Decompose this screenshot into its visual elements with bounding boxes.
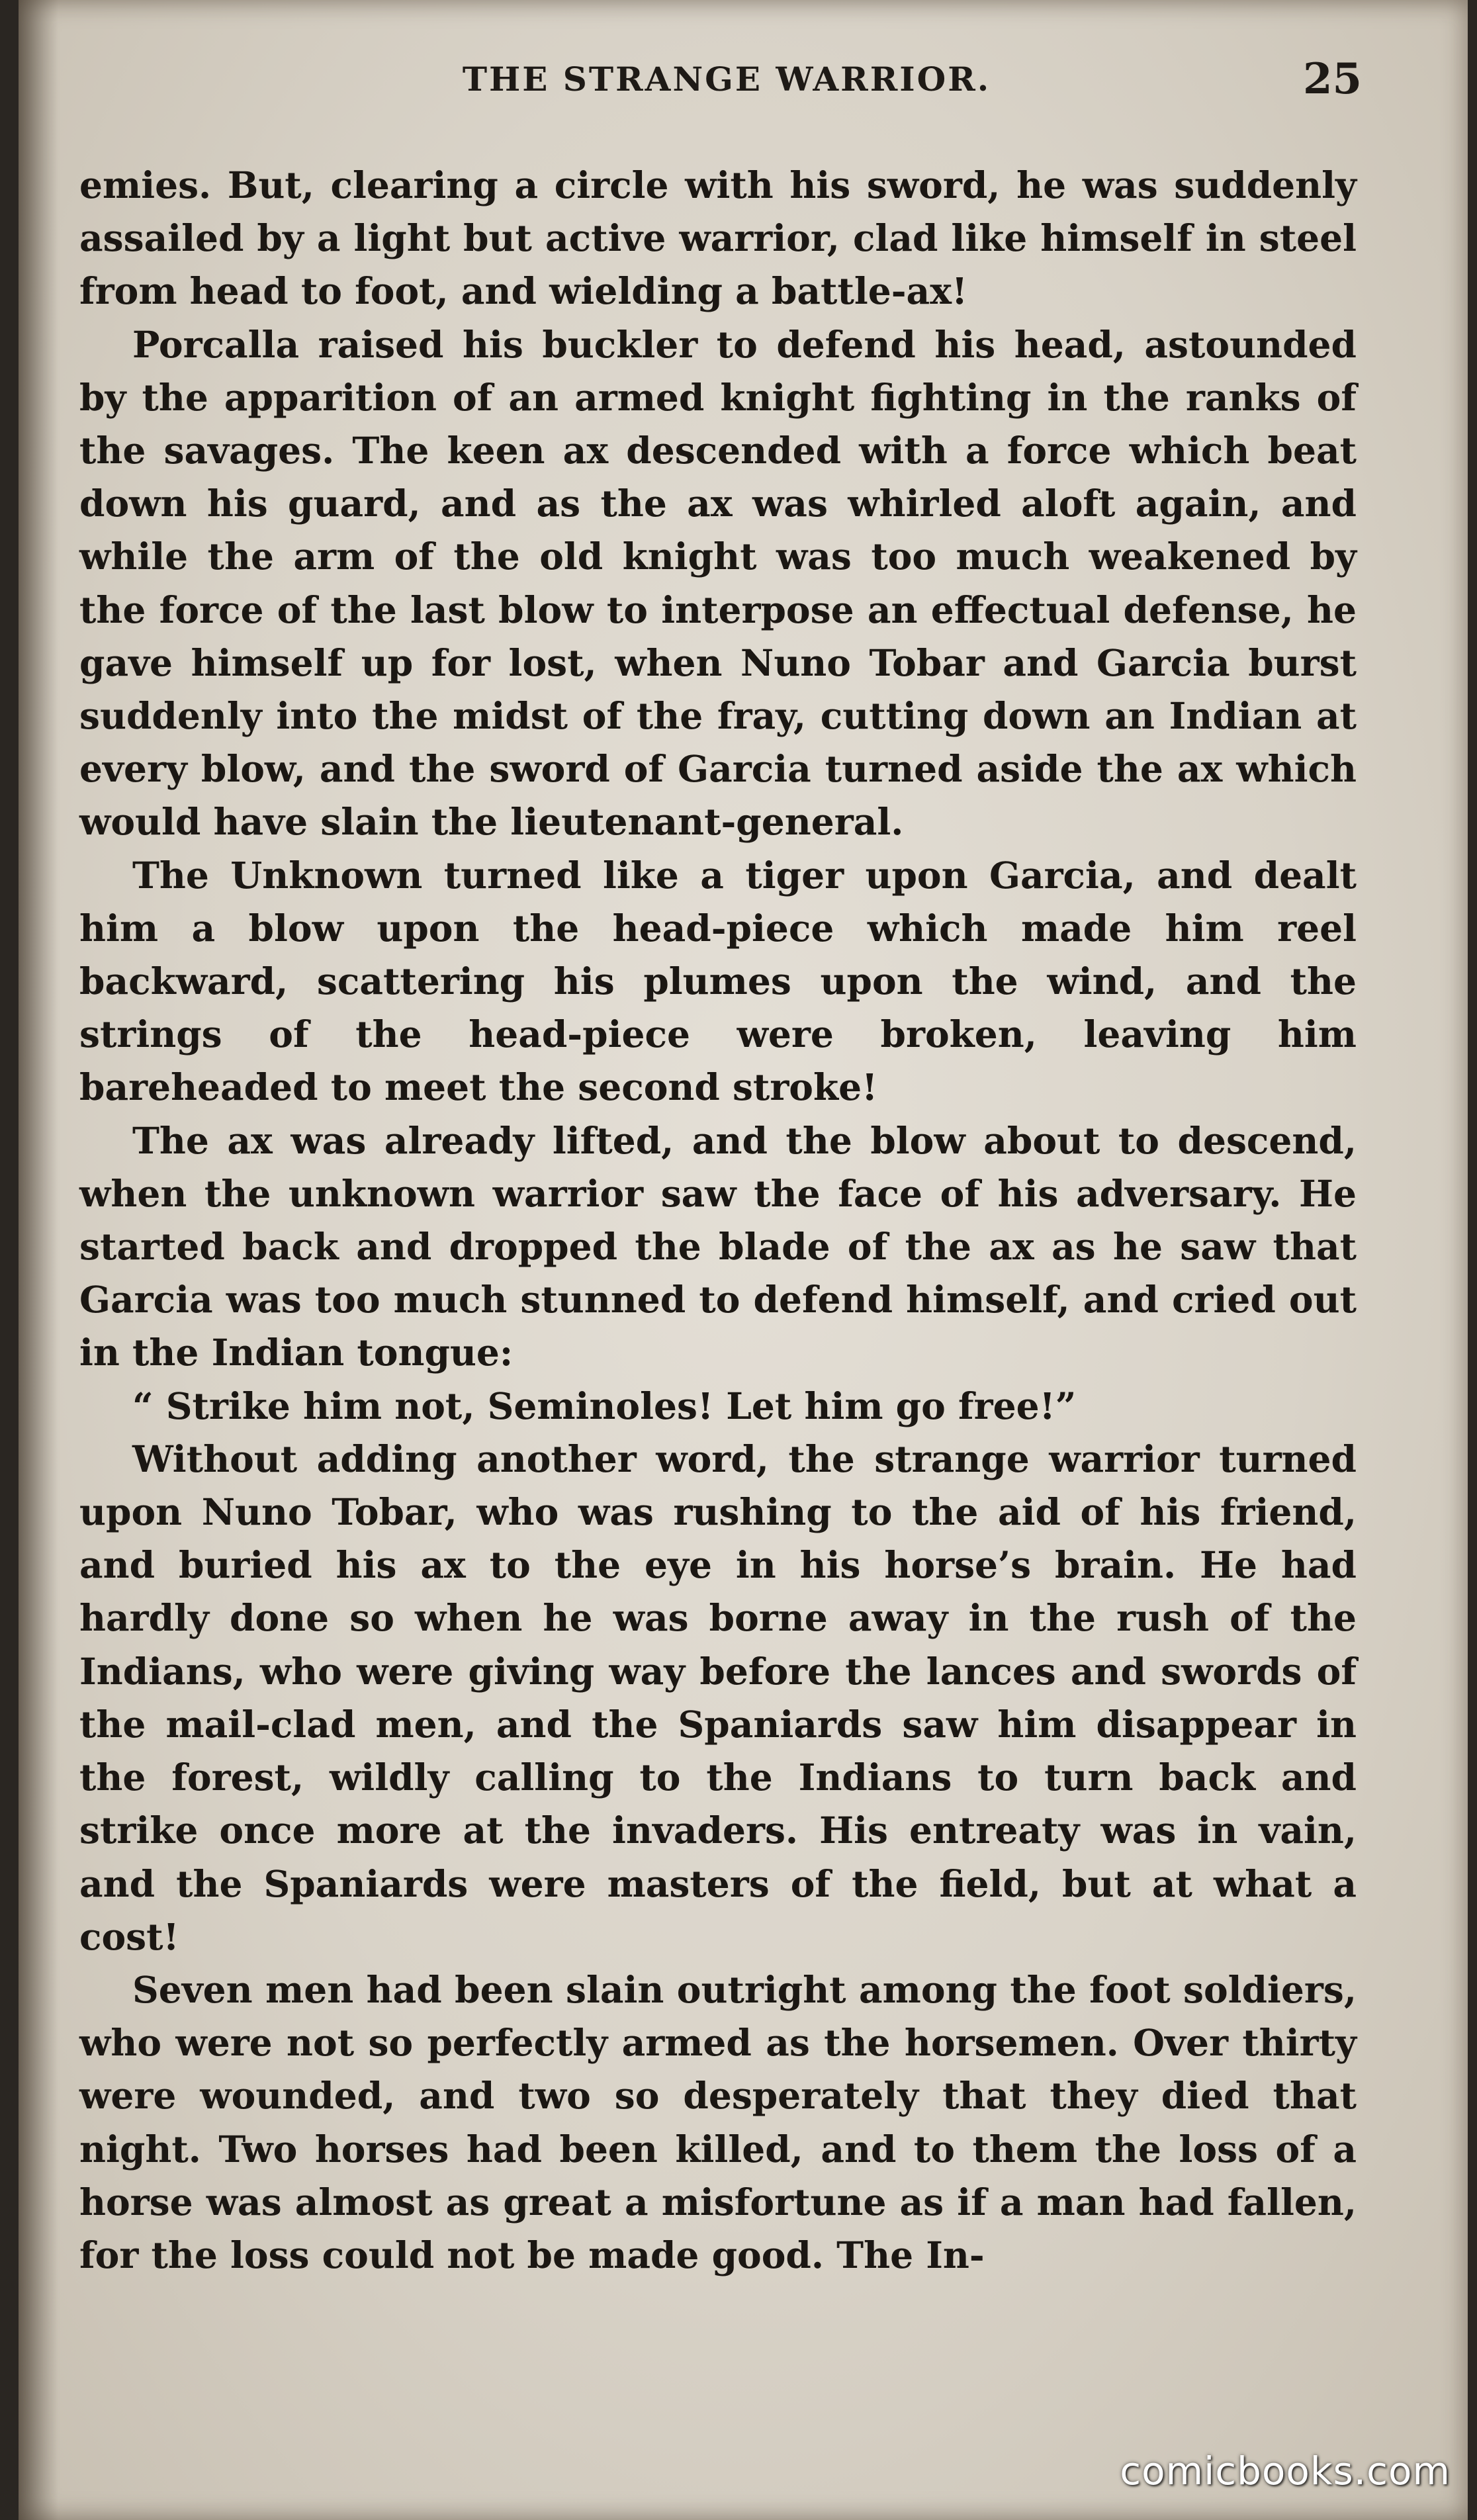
- book-page: [19, 0, 1468, 2520]
- paragraph: The Unknown turned like a tiger upon Garcia, and dealt him a blow upon the head-piece which made him reel backward, scattering his plumes upon the wind, and the strings of the head-piece were broken, leaving him bareheaded to meet the second stroke!: [79, 853, 1357, 1109]
- paragraph: Without adding another word, the strange warrior turned upon Nuno Tobar, who was rushing to the aid of his friend, and buried his ax to the eye in his horse’s brain. He had hardly done so when he was borne away in the rush of the Indians, who were giving way before the lances and swords of the mail-clad men, and the Spaniards saw him disappear in the forest, wildly calling to the Indians to turn back and strike once more at the invaders. His entreaty was in vain, and the Spaniards were masters of the field, but at what a cost!: [79, 1437, 1357, 1958]
- page-header: [91, 54, 1362, 114]
- paragraph: emies. But, clearing a circle with his sword, he was suddenly assailed by a light but active warrior, clad like himself in steel from head to foot, and wielding a battle-ax!: [79, 163, 1357, 313]
- page-number: 25: [1302, 54, 1362, 104]
- spine-shadow: [19, 0, 58, 2520]
- site-watermark: comicbooks.com: [1120, 2449, 1451, 2494]
- running-title: THE STRANGE WARRIOR.: [462, 60, 991, 99]
- paragraph: The ax was already lifted, and the blow about to descend, when the unknown warrior saw the face of his adversary. He started back and dropped the blade of the ax as he saw that Garcia was too much stunned to defend himself, and cried out in the Indian tongue:: [79, 1118, 1357, 1374]
- paragraph: Seven men had been slain outright among the foot soldiers, who were not so perfectly armed as the horsemen. Over thirty were wounded, and two so desperately that they died that night. Two horses had been killed, and to them the loss of a horse was almost as great a misfortune as if a man had fallen, for the loss could not be made good. The In-: [79, 1967, 1357, 2276]
- body-text: [79, 159, 1357, 2282]
- paragraph: Porcalla raised his buckler to defend his head, astounded by the apparition of an armed knight fighting in the ranks of the savages. The keen ax descended with a force which beat down his guard, and as the ax was whirled aloft again, and while the arm of the old knight was too much weakened by the force of the last blow to interpose an effectual defense, he gave himself up for lost, when Nuno Tobar and Garcia burst suddenly into the midst of the fray, cutting down an Indian at every blow, and the sword of Garcia turned aside the ax which would have slain the lieutenant-general.: [79, 322, 1357, 844]
- paragraph: “ Strike him not, Seminoles! Let him go free!”: [132, 1384, 1077, 1427]
